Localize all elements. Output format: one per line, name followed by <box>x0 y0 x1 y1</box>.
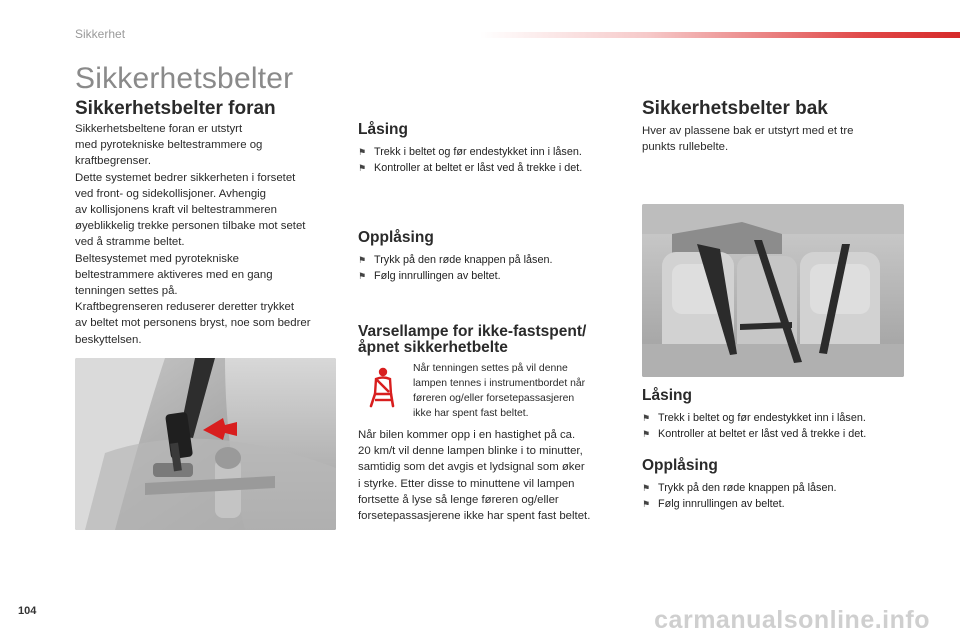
watermark: carmanualsonline.info <box>654 606 930 634</box>
seatbelt-warning-icon <box>367 366 397 408</box>
list-item <box>358 145 582 161</box>
warning-text <box>358 427 623 524</box>
text-line: fortsette å lyse så lenge føreren og/eller <box>358 493 559 506</box>
warning-heading <box>358 324 586 356</box>
page-title: Sikkerhetsbelter <box>75 62 294 95</box>
list-item-text: Trekk i beltet og før endestykket inn i låsen. <box>658 412 866 424</box>
locking-list <box>358 145 582 176</box>
list-item-text: Følg innrullingen av beltet. <box>374 269 501 282</box>
list-item <box>642 427 866 443</box>
warning-heading-line: åpnet sikkerhetbelte <box>358 339 508 356</box>
text-line: Sikkerhetsbeltene foran er utstyrt <box>75 123 243 135</box>
list-item <box>642 411 866 427</box>
text-line: tenningen settes på. <box>75 285 178 298</box>
seatbelt-warning-glyph <box>367 366 397 408</box>
page-number: 104 <box>18 605 37 617</box>
list-item <box>358 161 582 177</box>
list-item <box>642 481 836 497</box>
list-item-text: Trykk på den røde knappen på låsen. <box>374 254 553 266</box>
list-item-text: Trykk på den røde knappen på låsen. <box>658 482 837 494</box>
section-label: Sikkerhet <box>75 27 126 41</box>
flag-bullet-icon: ⚑ <box>642 483 651 493</box>
unlocking-heading: Opplåsing <box>358 229 434 246</box>
text-line: føreren og/eller forsetepassasjeren <box>413 393 575 404</box>
text-line: Dette systemet bedrer sikkerheten i forsetet <box>75 171 296 184</box>
front-buckle-illustration <box>75 358 336 530</box>
front-heading: Sikkerhetsbelter foran <box>75 98 276 119</box>
text-line: Beltesystemet med pyrotekniske <box>75 252 239 265</box>
rear-heading: Sikkerhetsbelter bak <box>642 98 828 119</box>
rear-unlocking-heading: Opplåsing <box>642 457 718 474</box>
text-line: i styrke. Etter disse to minuttene vil lampen <box>358 477 575 490</box>
text-line: Kraftbegrenseren reduserer deretter trykket <box>75 301 295 314</box>
rear-locking-list <box>642 411 866 442</box>
text-line: ikke har spent fast beltet. <box>413 408 529 419</box>
text-line: øyeblikkelig trekke personen tilbake mot setet <box>75 220 306 233</box>
text-line: punkts rullebelte. <box>642 141 729 154</box>
rear-seat-illustration <box>642 204 904 377</box>
rear-seat-photo <box>642 204 904 377</box>
list-item <box>358 269 552 285</box>
flag-bullet-icon: ⚑ <box>358 162 367 173</box>
locking-heading: Låsing <box>358 121 408 138</box>
text-line: ved front- og sidekollisjoner. Avhengig <box>75 187 267 200</box>
front-text <box>75 121 340 348</box>
text-line: Når bilen kommer opp i en hastighet på ca. <box>358 429 576 441</box>
text-line: med pyrotekniske beltestrammere og <box>75 139 263 152</box>
front-buckle-photo <box>75 358 336 530</box>
text-line: beltestrammere aktiveres med en gang <box>75 268 273 281</box>
unlocking-list <box>358 253 552 284</box>
list-item-text: Følg innrullingen av beltet. <box>658 497 785 510</box>
list-item-text: Kontroller at beltet er låst ved å trekke i det. <box>374 161 583 174</box>
rear-unlocking-list <box>642 481 836 512</box>
text-line: Hver av plassene bak er utstyrt med et tre <box>642 125 854 137</box>
header-accent-bar <box>480 32 960 38</box>
flag-bullet-icon: ⚑ <box>642 413 651 423</box>
list-item-text: Trekk i beltet og før endestykket inn i låsen. <box>374 146 582 158</box>
text-line: 20 km/t vil denne lampen blinke i to minutter, <box>358 445 583 458</box>
text-line: kraftbegrenser. <box>75 155 151 168</box>
list-item <box>358 253 552 269</box>
text-line: av kollisjonens kraft vil beltestrammeren <box>75 204 277 217</box>
text-line: beskyttelsen. <box>75 333 142 346</box>
text-line: lampen tennes i instrumentbordet når <box>413 378 586 389</box>
text-line: ved å stramme beltet. <box>75 236 185 249</box>
flag-bullet-icon: ⚑ <box>358 270 367 281</box>
text-line: samtidig som det avgis et lydsignal som øker <box>358 461 585 474</box>
text-line: av beltet mot personens bryst, noe som bedrer <box>75 317 311 330</box>
rear-text <box>642 123 907 155</box>
warning-icon-text <box>413 361 623 421</box>
text-line: forsetepassasjerene ikke har spent fast beltet. <box>358 510 591 523</box>
flag-bullet-icon: ⚑ <box>358 147 367 157</box>
rear-locking-heading: Låsing <box>642 387 692 404</box>
flag-bullet-icon: ⚑ <box>358 255 367 265</box>
text-line: Når tenningen settes på vil denne <box>413 363 568 374</box>
list-item-text: Kontroller at beltet er låst ved å trekke i det. <box>658 427 867 440</box>
flag-bullet-icon: ⚑ <box>642 498 651 509</box>
flag-bullet-icon: ⚑ <box>642 428 651 439</box>
warning-heading-line: Varsellampe for ikke-fastspent/ <box>358 323 587 340</box>
list-item <box>642 497 836 513</box>
